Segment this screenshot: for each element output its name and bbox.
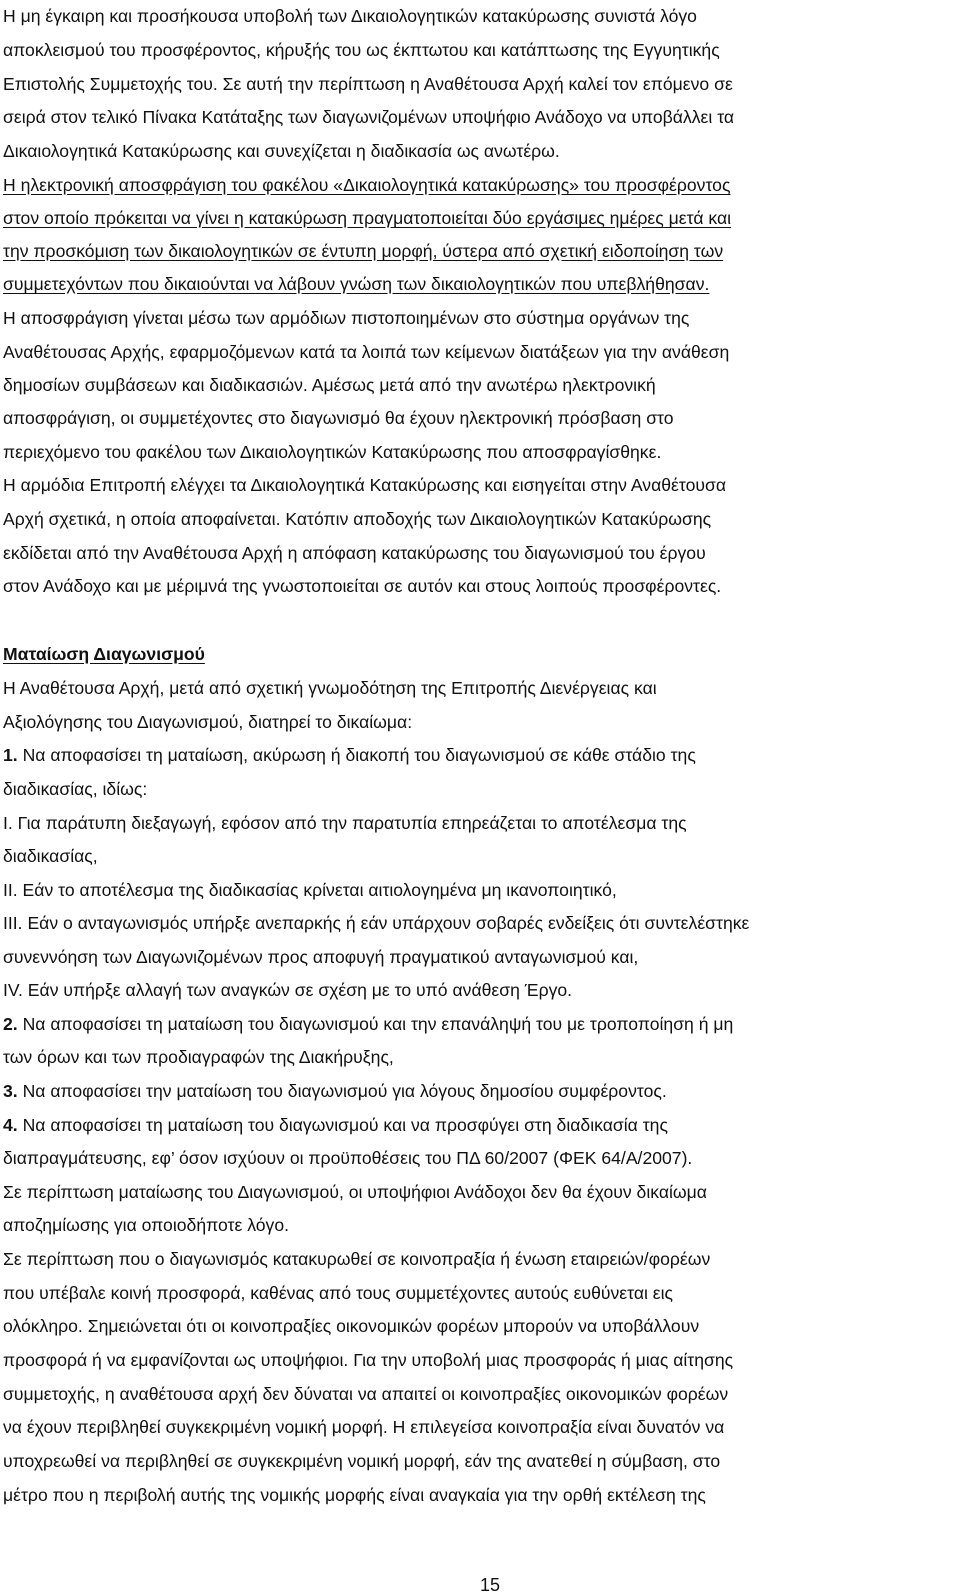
paragraph-line: III. Εάν ο ανταγωνισμός υπήρξε ανεπαρκής ή εάν υπάρχουν σοβαρές ενδείξεις ότι συντελέστηκε xyxy=(3,913,750,933)
paragraph-line: II. Εάν το αποτέλεσμα της διαδικασίας κρίνεται αιτιολογημένα μη ικανοποιητικό, xyxy=(3,880,617,900)
paragraph-line: αποζημίωσης για οποιοδήποτε λόγο. xyxy=(3,1215,290,1235)
list-item-text: Να αποφασίσει τη ματαίωση του διαγωνισμού και να προσφύγει στη διαδικασία της xyxy=(22,1115,668,1135)
paragraph-line: Αρχή σχετικά, η οποία αποφαίνεται. Κατόπιν αποδοχής των Δικαιολογητικών Κατακύρωσης xyxy=(3,509,712,529)
paragraph-line: εκδίδεται από την Αναθέτουσα Αρχή η απόφαση κατακύρωσης του διαγωνισμού του έργου xyxy=(3,543,706,563)
paragraph-line: Αναθέτουσας Αρχής, εφαρμοζόμενων κατά τα λοιπά των κείμενων διατάξεων για την ανάθεση xyxy=(3,342,730,362)
list-item-text: Να αποφασίσει τη ματαίωση του διαγωνισμού και την επανάληψή του με τροποποίηση ή μη xyxy=(22,1014,734,1034)
paragraph-line-underlined: συμμετεχόντων που δικαιούνται να λάβουν γνώση των δικαιολογητικών που υπεβλήθησαν. xyxy=(3,274,710,294)
paragraph-line: Η αποσφράγιση γίνεται μέσω των αρμόδιων πιστοποιημένων στο σύστημα οργάνων της xyxy=(3,308,690,328)
paragraph-line: διαδικασίας, xyxy=(3,846,98,866)
list-item-text: Να αποφασίσει τη ματαίωση, ακύρωση ή διακοπή του διαγωνισμού σε κάθε στάδιο της xyxy=(22,745,696,765)
paragraph-line-underlined: την προσκόμιση των δικαιολογητικών σε έντυπη μορφή, ύστερα από σχετική ειδοποίηση των xyxy=(3,241,724,261)
list-number: 4. xyxy=(3,1115,18,1135)
paragraph-line: Η μη έγκαιρη και προσήκουσα υποβολή των Δικαιολογητικών κατακύρωσης συνιστά λόγο xyxy=(3,6,697,26)
paragraph-line: Επιστολής Συμμετοχής του. Σε αυτή την περίπτωση η Αναθέτουσα Αρχή καλεί τον επόμενο σε xyxy=(3,74,733,94)
list-item-2 xyxy=(3,1013,733,1035)
paragraph-line: των όρων και των προδιαγραφών της Διακήρυξης, xyxy=(3,1047,394,1067)
list-number: 1. xyxy=(3,745,18,765)
paragraph-line: συνεννόηση των Διαγωνιζομένων προς αποφυγή πραγματικού ανταγωνισμού και, xyxy=(3,947,639,967)
paragraph-line: διαδικασίας, ιδίως: xyxy=(3,779,148,799)
paragraph-line: I. Για παράτυπη διεξαγωγή, εφόσον από την παρατυπία επηρεάζεται το αποτέλεσμα της xyxy=(3,813,687,833)
paragraph-line: Η αρμόδια Επιτροπή ελέγχει τα Δικαιολογητικά Κατακύρωσης και εισηγείται στην Αναθέτουσα xyxy=(3,475,727,495)
list-number: 2. xyxy=(3,1014,18,1034)
paragraph-line: IV. Εάν υπήρξε αλλαγή των αναγκών σε σχέση με το υπό ανάθεση Έργο. xyxy=(3,980,573,1000)
paragraph-line: περιεχόμενο του φακέλου των Δικαιολογητικών Κατακύρωσης που αποσφραγίσθηκε. xyxy=(3,442,662,462)
paragraph-line-underlined: Η ηλεκτρονική αποσφράγιση του φακέλου «Δικαιολογητικά κατακύρωσης» του προσφέροντος xyxy=(3,175,731,195)
paragraph-line: προσφορά ή να εμφανίζονται ως υποψήφιοι. Για την υποβολή μιας προσφοράς ή μιας αίτησης xyxy=(3,1350,734,1370)
page-number: 15 xyxy=(479,1575,501,1595)
section-heading: Ματαίωση Διαγωνισμού xyxy=(3,644,205,664)
paragraph-line: μέτρο που η περιβολή αυτής της νομικής μορφής είναι αναγκαία για την ορθή εκτέλεση της xyxy=(3,1485,706,1505)
paragraph-line: δημοσίων συμβάσεων και διαδικασιών. Αμέσως μετά από την ανωτέρω ηλεκτρονική xyxy=(3,375,656,395)
list-item-4 xyxy=(3,1114,668,1136)
list-item-3 xyxy=(3,1080,667,1102)
paragraph-line: Αξιολόγησης του Διαγωνισμού, διατηρεί το δικαίωμα: xyxy=(3,712,413,732)
paragraph-line: Σε περίπτωση ματαίωσης του Διαγωνισμού, οι υποψήφιοι Ανάδοχοι δεν θα έχουν δικαίωμα xyxy=(3,1182,707,1202)
paragraph-line: Η Αναθέτουσα Αρχή, μετά από σχετική γνωμοδότηση της Επιτροπής Διενέργειας και xyxy=(3,678,657,698)
paragraph-line: Δικαιολογητικά Κατακύρωσης και συνεχίζεται η διαδικασία ως ανωτέρω. xyxy=(3,141,560,161)
list-number: 3. xyxy=(3,1081,18,1101)
paragraph-line: σειρά στον τελικό Πίνακα Κατάταξης των διαγωνιζομένων υποψήφιο Ανάδοχο να υποβάλλει τα xyxy=(3,107,735,127)
paragraph-line: στον Ανάδοχο και με μέριμνά της γνωστοποιείται σε αυτόν και στους λοιπούς προσφέροντες. xyxy=(3,576,722,596)
paragraph-line: αποκλεισμού του προσφέροντος, κήρυξής του ως έκπτωτου και κατάπτωσης της Εγγυητικής xyxy=(3,40,720,60)
list-item-text: Να αποφασίσει την ματαίωση του διαγωνισμού για λόγους δημοσίου συμφέροντος. xyxy=(22,1081,667,1101)
paragraph-line: που υπέβαλε κοινή προσφορά, καθένας από τους συμμετέχοντες αυτούς ευθύνεται εις xyxy=(3,1283,674,1303)
paragraph-line: υποχρεωθεί να περιβληθεί σε συγκεκριμένη νομική μορφή, εάν της ανατεθεί η σύμβαση, στο xyxy=(3,1451,721,1471)
paragraph-line: να έχουν περιβληθεί συγκεκριμένη νομική μορφή. Η επιλεγείσα κοινοπραξία είναι δυνατόν να xyxy=(3,1417,725,1437)
paragraph-line-underlined: στον οποίο πρόκειται να γίνει η κατακύρωση πραγματοποιείται δύο εργάσιμες ημέρες μετά και xyxy=(3,208,732,228)
paragraph-line: διαπραγμάτευσης, εφ’ όσον ισχύουν οι προϋποθέσεις του ΠΔ 60/2007 (ΦΕΚ 64/Α/2007). xyxy=(3,1148,693,1168)
paragraph-line: αποσφράγιση, οι συμμετέχοντες στο διαγωνισμό θα έχουν ηλεκτρονική πρόσβαση στο xyxy=(3,408,674,428)
paragraph-line: ολόκληρο. Σημειώνεται ότι οι κοινοπραξίες οικονομικών φορέων μπορούν να υποβάλλουν xyxy=(3,1316,700,1336)
paragraph-line: Σε περίπτωση που ο διαγωνισμός κατακυρωθεί σε κοινοπραξία ή ένωση εταιρειών/φορέων xyxy=(3,1249,711,1269)
list-item-1 xyxy=(3,744,696,766)
paragraph-line: συμμετοχής, η αναθέτουσα αρχή δεν δύναται να απαιτεί οι κοινοπραξίες οικονομικών φορέων xyxy=(3,1384,729,1404)
